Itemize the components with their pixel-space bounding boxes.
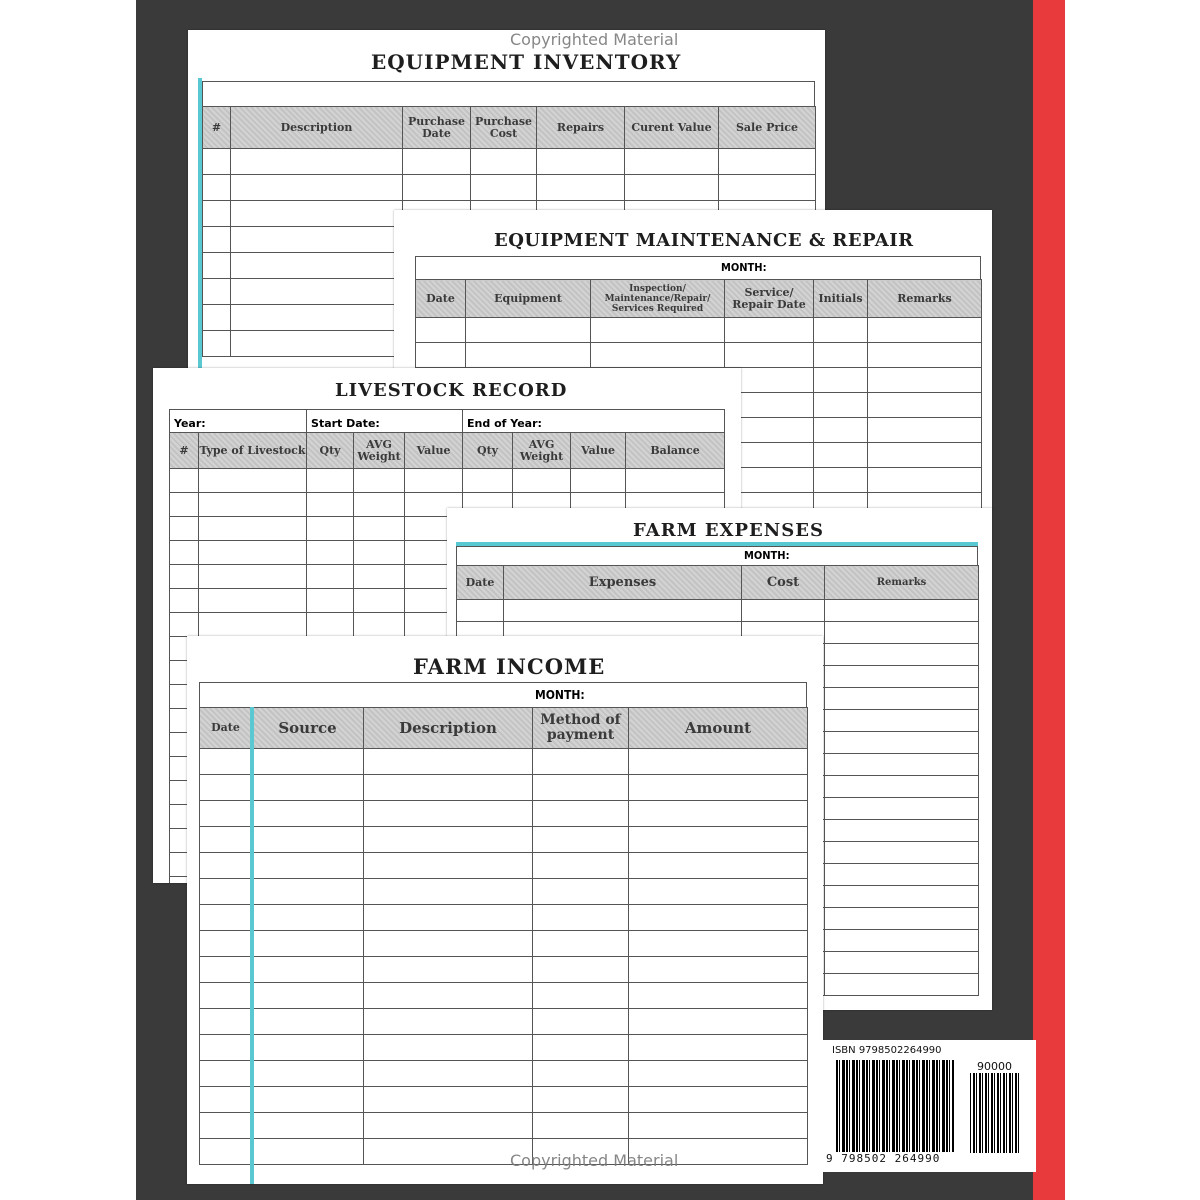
col-header-date: Date — [457, 566, 504, 600]
month-label: MONTH: — [721, 261, 767, 274]
red-spine-stripe — [1033, 0, 1065, 1200]
barcode-bars — [836, 1060, 954, 1152]
start-date-label: Start Date: — [311, 416, 380, 430]
col-header-purchase-cost: Purchase Cost — [471, 107, 537, 149]
isbn-label: ISBN 9798502264990 — [832, 1045, 942, 1056]
col-header-inspection: Inspection/ Maintenance/Repair/ Services Required — [591, 280, 725, 318]
barcode-digits: 9 798502 264990 — [826, 1152, 941, 1165]
watermark-bottom: Copyrighted Material — [510, 1151, 679, 1170]
col-header-start-qty: Qty — [307, 433, 354, 469]
col-header-current-value: Curent Value — [625, 107, 719, 149]
isbn-barcode — [820, 1040, 1036, 1172]
col-header-service-date: Service/ Repair Date — [725, 280, 814, 318]
col-header-description: Description — [231, 107, 403, 149]
farm-income-title: FARM INCOME — [413, 654, 606, 679]
col-header-sale-price: Sale Price — [719, 107, 816, 149]
end-of-year-label: End of Year: — [467, 416, 542, 430]
col-header-end-qty: Qty — [463, 433, 513, 469]
col-header-repairs: Repairs — [537, 107, 625, 149]
col-header-description: Description — [364, 708, 533, 749]
col-header-start-value: Value — [405, 433, 463, 469]
barcode-addon-bars — [970, 1073, 1020, 1153]
farm-expenses-title: FARM EXPENSES — [633, 520, 824, 541]
month-label: MONTH: — [744, 549, 790, 562]
col-header-initials: Initials — [814, 280, 868, 318]
equipment-inventory-top-bar — [202, 81, 815, 107]
watermark-top: Copyrighted Material — [510, 30, 679, 49]
col-header-number: # — [203, 107, 231, 149]
col-header-balance: Balance — [626, 433, 725, 469]
col-header-start-avg-weight: AVG Weight — [354, 433, 405, 469]
col-header-source: Source — [252, 708, 364, 749]
month-label: MONTH: — [535, 688, 585, 702]
col-header-expenses: Expenses — [504, 566, 742, 600]
farm-income-table — [199, 707, 808, 1165]
price-code: 90000 — [977, 1060, 1012, 1073]
col-header-amount: Amount — [629, 708, 808, 749]
equipment-maintenance-title: EQUIPMENT MAINTENANCE & REPAIR — [494, 230, 914, 251]
livestock-record-title: LIVESTOCK RECORD — [335, 380, 568, 401]
col-header-remarks: Remarks — [868, 280, 982, 318]
col-header-remarks: Remarks — [825, 566, 979, 600]
col-header-method-of-payment: Method of payment — [533, 708, 629, 749]
col-header-type-of-livestock: Type of Livestock — [199, 433, 307, 469]
farm-expenses-month-bar — [456, 546, 978, 566]
col-header-end-avg-weight: AVG Weight — [513, 433, 571, 469]
col-header-end-value: Value — [571, 433, 626, 469]
col-header-equipment: Equipment — [466, 280, 591, 318]
equipment-maintenance-month-bar — [415, 256, 981, 280]
year-label: Year: — [174, 416, 206, 430]
col-header-date: Date — [416, 280, 466, 318]
col-header-cost: Cost — [742, 566, 825, 600]
col-header-date: Date — [200, 708, 252, 749]
equipment-inventory-title: EQUIPMENT INVENTORY — [371, 50, 682, 74]
farm-income-month-bar — [199, 682, 807, 708]
col-header-number: # — [170, 433, 199, 469]
col-header-purchase-date: Purchase Date — [403, 107, 471, 149]
farm-income-sheet — [187, 636, 823, 1184]
teal-accent-line — [250, 707, 254, 1184]
